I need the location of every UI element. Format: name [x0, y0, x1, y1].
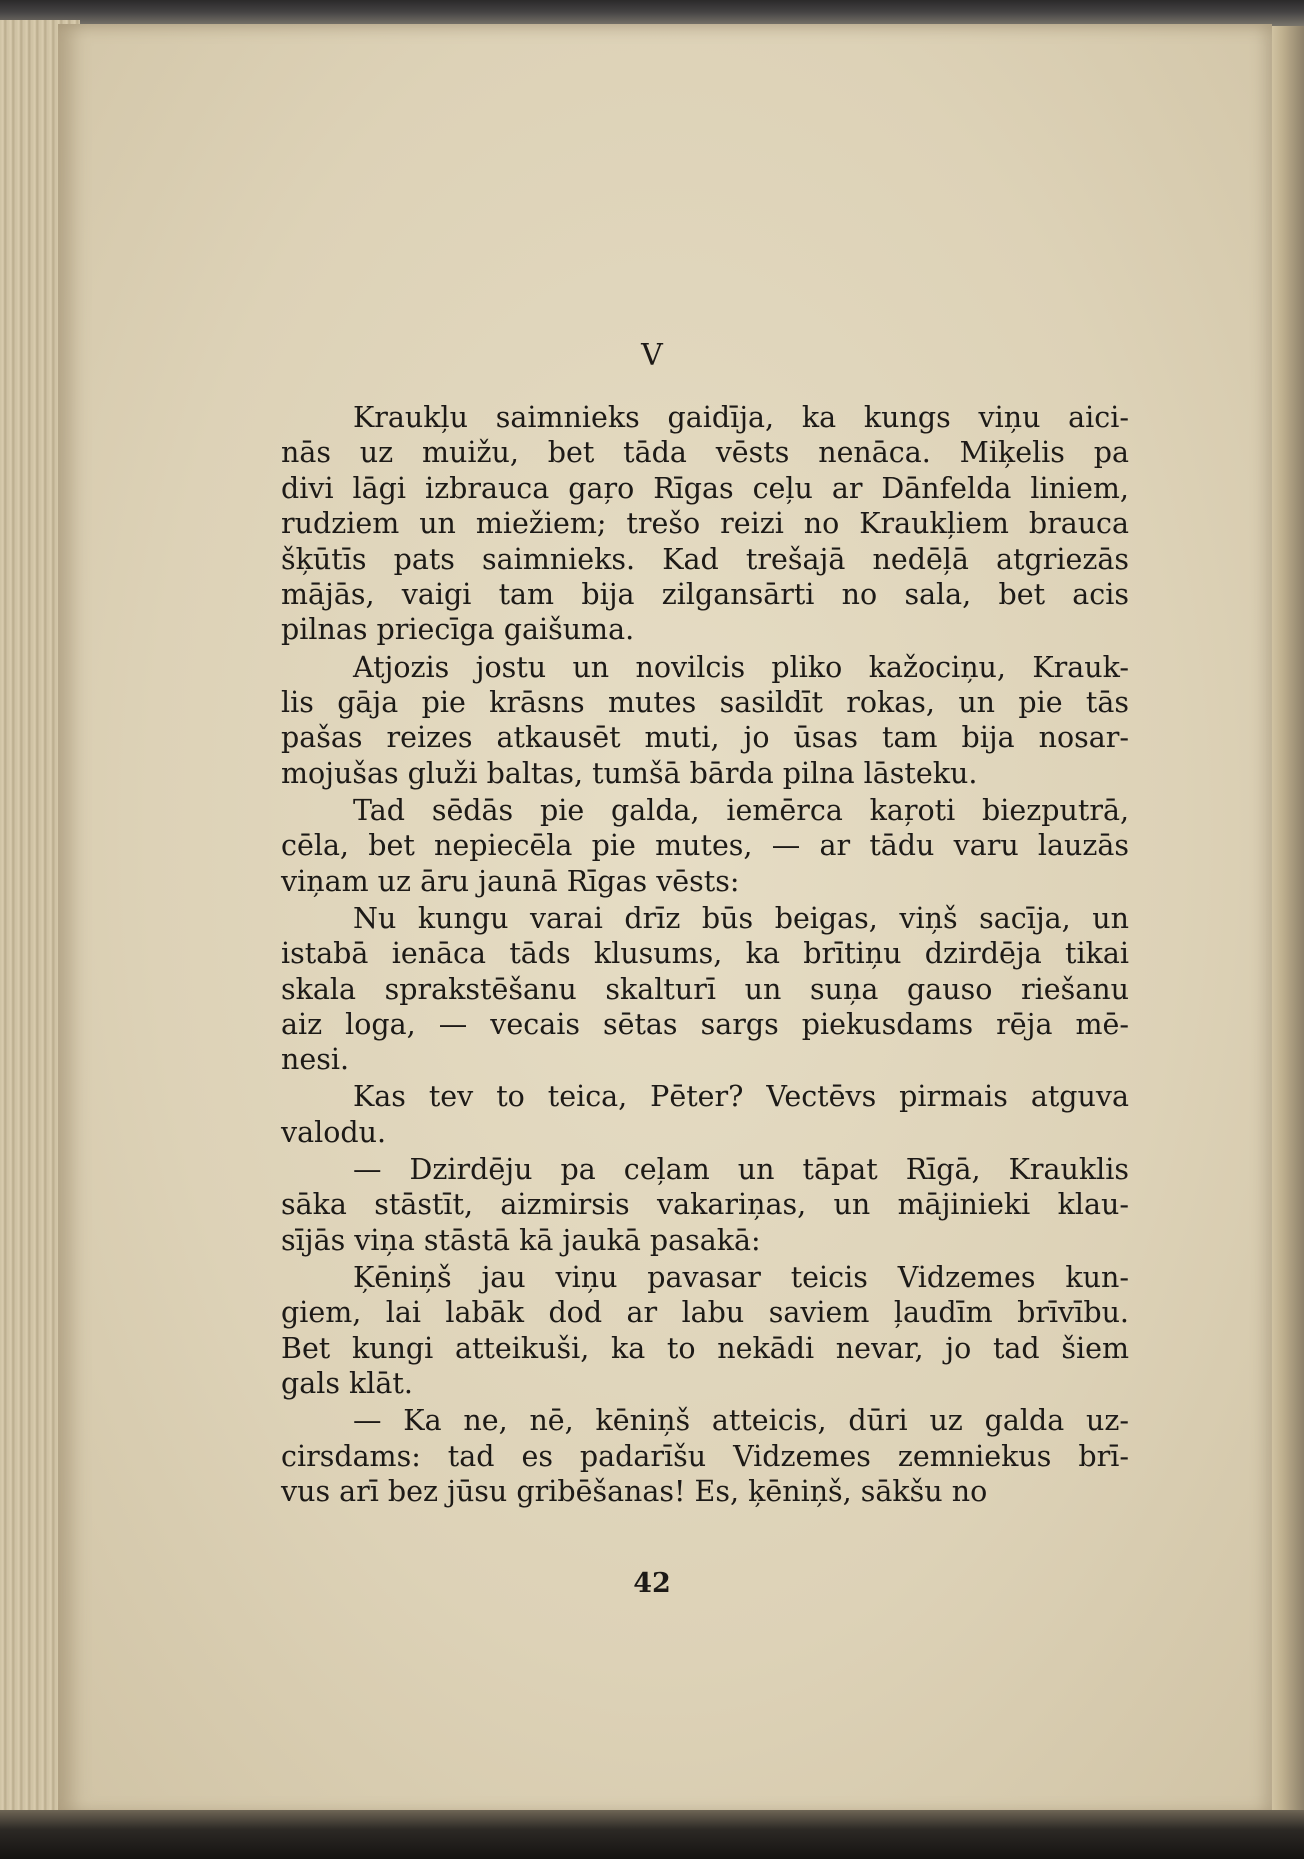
paragraph: [281, 1079, 1129, 1150]
chapter-heading: V: [641, 338, 663, 373]
page-number: 42: [633, 1568, 671, 1599]
text-line: Tad sēdās pie galda, iemērca kaŗoti biezputrā,: [353, 793, 1129, 827]
text-line: nesi.: [281, 1043, 350, 1077]
text-line: Bet kungi atteikuši, ka to nekādi nevar, jo tad šiem: [281, 1331, 1129, 1365]
text-line: valodu.: [281, 1115, 387, 1149]
paragraph: [281, 901, 1129, 1078]
paragraph: [281, 1260, 1129, 1402]
text-line: divi lāgi izbrauca gaŗo Rīgas ceļu ar Dānfelda liniem,: [281, 471, 1129, 505]
paragraph: [281, 793, 1129, 899]
text-line: rudziem un miežiem; trešo reizi no Kraukļiem brauca: [281, 507, 1129, 541]
text-line: cēla, bet nepiecēla pie mutes, — ar tādu varu lauzās: [281, 829, 1129, 863]
right-page-edge: [1268, 26, 1304, 1826]
text-line: Kas tev to teica, Pēter? Vectēvs pirmais atguva: [353, 1080, 1129, 1114]
text-line: Nu kungu varai drīz būs beigas, viņš sacīja, un: [353, 901, 1129, 935]
paragraph: [281, 1152, 1129, 1258]
paragraph: [281, 1403, 1129, 1509]
text-line: lis gāja pie krāsns mutes sasildīt rokas, un pie tās: [281, 685, 1129, 719]
text-line: skala sprakstēšanu skalturī un suņa gauso riešanu: [281, 972, 1129, 1006]
text-line: mojušas gluži baltas, tumšā bārda pilna lāsteku.: [281, 756, 978, 790]
text-line: sījās viņa stāstā kā jaukā pasakā:: [281, 1223, 761, 1257]
text-line: Kraukļu saimnieks gaidīja, ka kungs viņu aici-: [353, 401, 1129, 434]
text-line: aiz loga, — vecais sētas sargs piekusdams rēja mē-: [281, 1007, 1129, 1041]
text-line: pilnas priecīga gaišuma.: [281, 613, 635, 647]
text-line: Ķēniņš jau viņu pavasar teicis Vidzemes kun-: [353, 1260, 1129, 1294]
text-line: cirsdams: tad es padarīšu Vidzemes zemniekus brī-: [281, 1439, 1129, 1473]
paragraph: [281, 650, 1129, 792]
text-line: pašas reizes atkausēt muti, jo ūsas tam bija nosar-: [281, 721, 1129, 755]
text-line: šķūtīs pats saimnieks. Kad trešajā nedēļā atgriezās: [281, 542, 1129, 576]
text-line: mājās, vaigi tam bija zilgansārti no sala, bet acis: [281, 578, 1129, 612]
text-line: gals klāt.: [281, 1367, 413, 1401]
text-line: — Dzirdēju pa ceļam un tāpat Rīgā, Krauklis: [353, 1152, 1129, 1186]
text-line: vus arī bez jūsu gribēšanas! Es, ķēniņš, sākšu no: [281, 1475, 988, 1508]
text-line: nās uz muižu, bet tāda vēsts nenāca. Miķelis pa: [281, 436, 1129, 470]
paragraph: [281, 400, 1129, 648]
text-line: viņam uz āru jaunā Rīgas vēsts:: [281, 864, 740, 898]
text-line: Atjozis jostu un novilcis pliko kažociņu, Krauk-: [353, 650, 1129, 684]
body-text: [281, 400, 1129, 1511]
bottom-page-edge: [0, 1810, 1304, 1859]
text-line: sāka stāstīt, aizmirsis vakariņas, un mājinieki klau-: [281, 1188, 1129, 1222]
text-line: giem, lai labāk dod ar labu saviem ļaudīm brīvību.: [281, 1296, 1129, 1330]
text-line: — Ka ne, nē, kēniņš atteicis, dūri uz galda uz-: [353, 1404, 1129, 1438]
text-line: istabā ienāca tāds klusums, ka brītiņu dzirdēja tikai: [281, 937, 1129, 971]
top-page-edge: [0, 0, 1304, 26]
